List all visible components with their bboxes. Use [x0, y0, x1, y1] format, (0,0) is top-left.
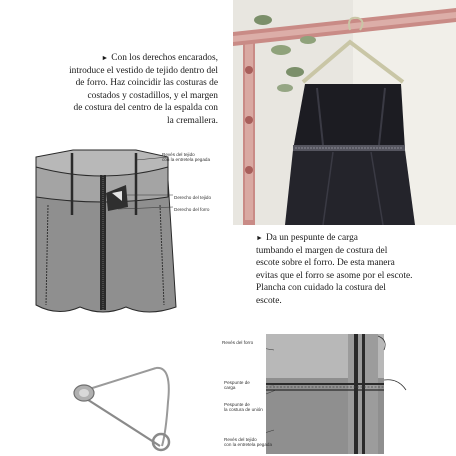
label-reves-tejido-2: Revés del tejido con la entretela pegada: [224, 437, 273, 448]
label-reves-forro: Revés del forro: [222, 340, 254, 345]
step-2-line-1: Da un pespunte de carga: [265, 233, 358, 243]
label-reves-tejido-1: Revés del tejido con la entretela pegada: [162, 152, 211, 163]
step-1-line-2: introduce el vestido de tejido dentro del: [69, 65, 218, 76]
instruction-step-1: [58, 52, 218, 128]
floral-frame-left: [243, 34, 255, 225]
step-1-line-1: Con los derechos encarados,: [111, 53, 218, 63]
step-1-line-6: la cremallera.: [166, 115, 218, 126]
arrow-marker-icon: ►: [101, 54, 109, 62]
label-pespunte-union: Pespunte de la costura de unión: [224, 402, 263, 413]
label-derecho-forro: Derecho del forro: [174, 207, 210, 212]
step-2-line-6: escote.: [256, 295, 282, 306]
black-dress: [285, 84, 415, 225]
instruction-step-2: [256, 232, 446, 308]
step-2-line-3: escote sobre el forro. De esta manera: [256, 258, 395, 269]
safety-pin-icon: [66, 362, 176, 452]
step-2-line-2: tumbando el margen de costura del: [256, 245, 388, 256]
label-derecho-tejido: Derecho del tejido: [174, 195, 212, 200]
seam-detail-diagram: [266, 330, 456, 456]
step-1-line-4: costados y costadillos, y el margen: [87, 90, 218, 101]
step-1-line-5: de costura del centro de la espalda con: [73, 103, 218, 114]
label-pespunte-carga: Pespunte de carga: [224, 380, 250, 391]
dress-photo: [233, 0, 456, 225]
bodice-diagram: [28, 145, 188, 320]
arrow-marker-icon: ►: [256, 234, 263, 242]
step-2-line-4: evitas que el forro se asome por el escote.: [256, 270, 413, 281]
step-2-line-5: Plancha con cuidado la costura del: [256, 283, 386, 294]
step-1-line-3: de forro. Haz coincidir las costuras de: [75, 78, 218, 89]
